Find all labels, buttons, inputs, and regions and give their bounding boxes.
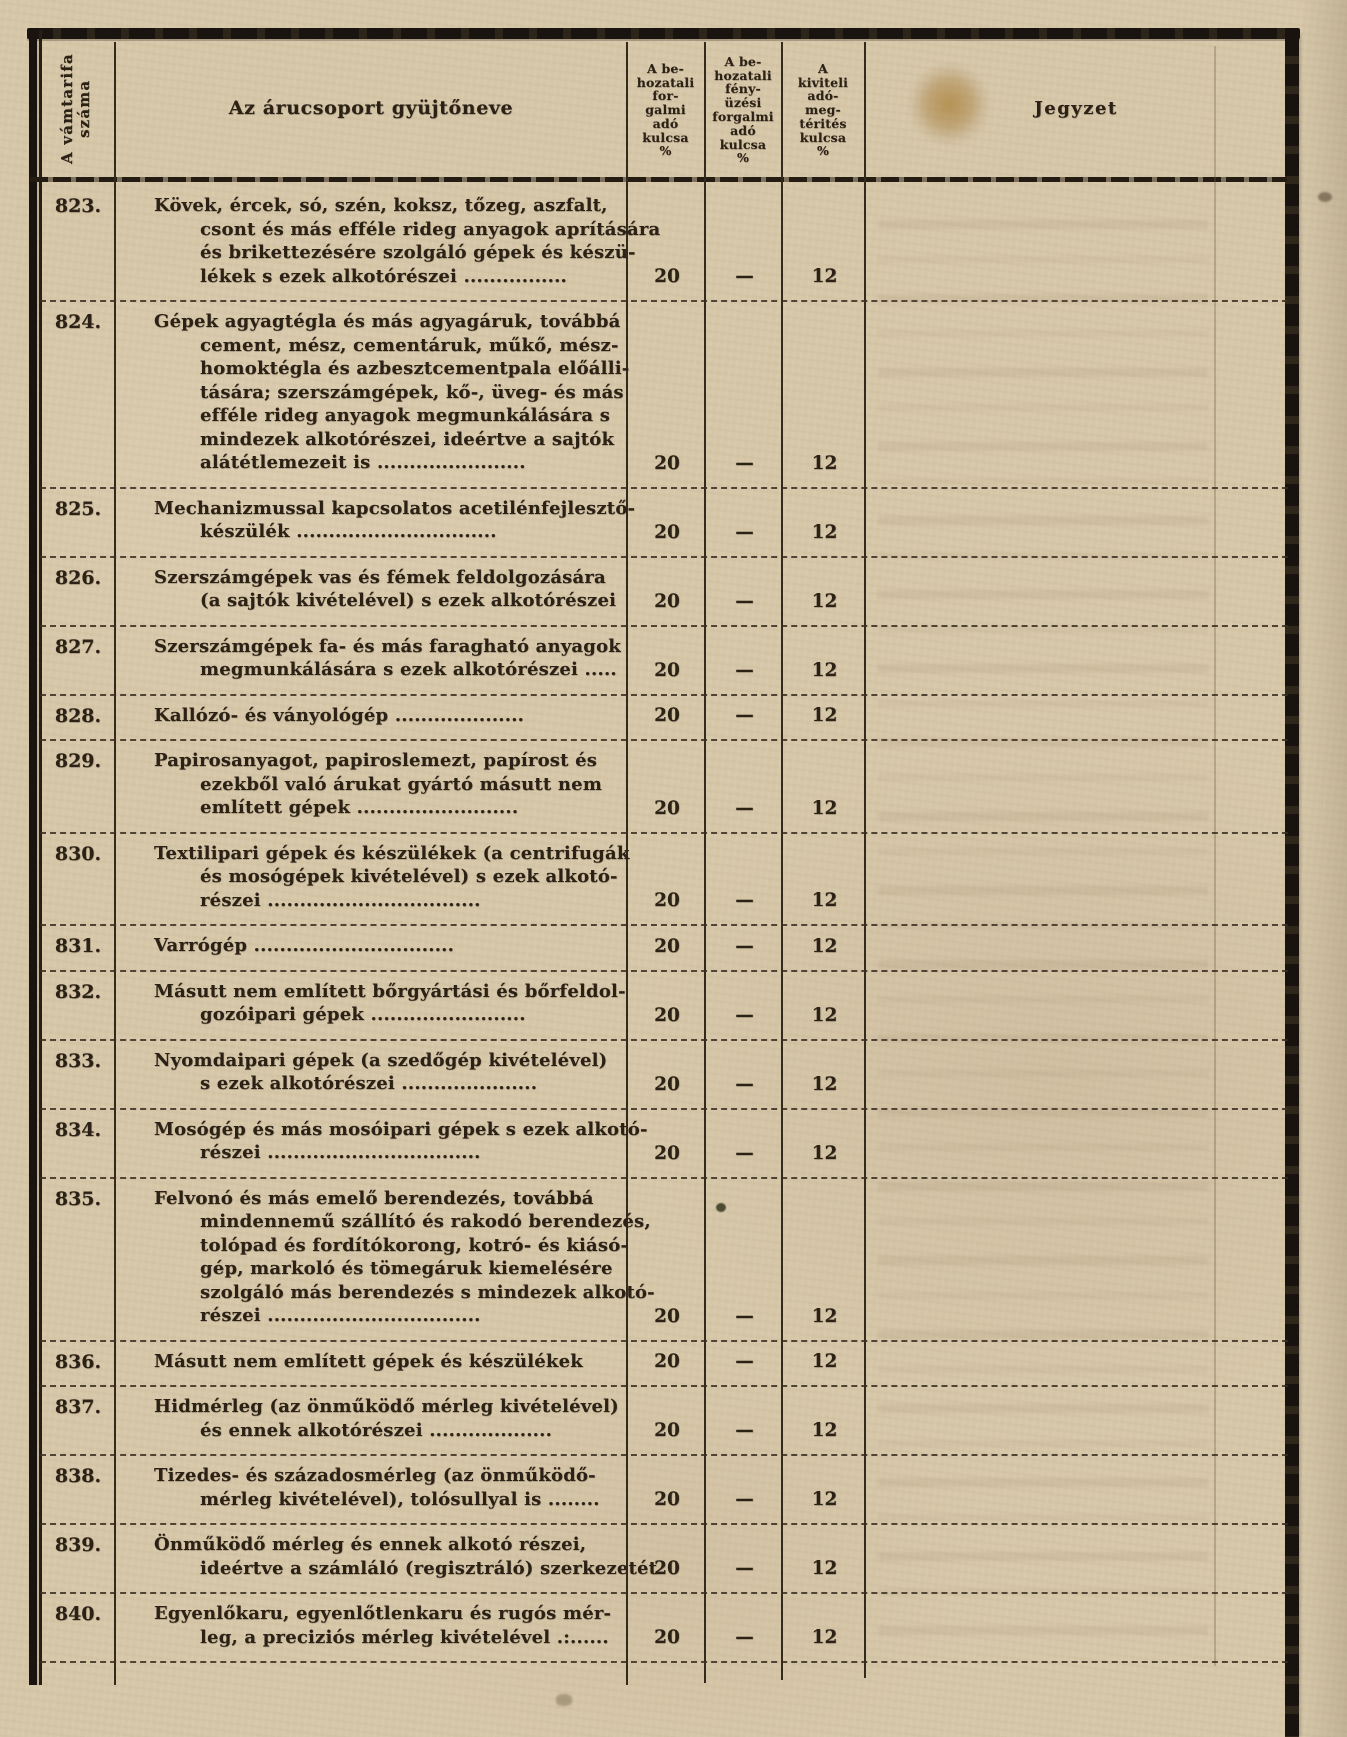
table-row — [40, 696, 1288, 742]
goods-description — [116, 1179, 655, 1340]
description-line: leg, a preciziós mérleg kivételével .:...... — [200, 1626, 609, 1648]
description-line: Felvonó és más emelő berendezés, továbbá — [154, 1187, 594, 1209]
description-line: Másutt nem említett bőrgyártási és bőrfeldol- — [154, 980, 626, 1002]
header-line: % — [736, 150, 750, 166]
note-cell — [866, 186, 1288, 300]
export-refund-value: 12 — [811, 1627, 838, 1648]
description-line: cement, mész, cementáruk, műkő, mész- — [200, 334, 619, 356]
luxury-tax-value: — — [735, 1489, 754, 1510]
tariff-number: 835. — [54, 1187, 102, 1210]
description-line: Varrógép ............................... — [154, 935, 455, 956]
export-refund-value: 12 — [811, 521, 838, 543]
header-line: kulcsa — [799, 129, 847, 145]
table-row — [40, 1110, 1288, 1179]
goods-description — [116, 1387, 628, 1454]
note-cell — [866, 1594, 1288, 1661]
luxury-tax-value: — — [735, 890, 754, 911]
goods-description — [116, 926, 628, 970]
table-row — [40, 1179, 1288, 1342]
tariff-number: 828. — [54, 704, 102, 727]
header-tariff-number — [44, 42, 114, 176]
note-cell — [866, 558, 1288, 625]
luxury-tax-value: — — [735, 1004, 754, 1026]
paper-speck — [556, 1694, 572, 1706]
header-line: hozatali — [636, 74, 695, 90]
table-row — [40, 741, 1288, 834]
ink-spot — [716, 1203, 726, 1212]
description-line: Szerszámgépek vas és fémek feldolgozására — [154, 566, 606, 588]
import-tax-value: 20 — [654, 452, 680, 474]
tariff-number: 823. — [54, 195, 102, 217]
header-line: meg- — [805, 102, 841, 118]
description-line: és ennek alkotórészei ................... — [200, 1419, 553, 1441]
table-body — [40, 186, 1288, 1663]
import-tax-value: 20 — [654, 1073, 680, 1095]
export-refund-value: 12 — [811, 1558, 838, 1579]
description-line: Másutt nem említett gépek és készülékek — [154, 1350, 583, 1372]
description-line: s ezek alkotórészei ..................... — [200, 1073, 538, 1094]
description-line: Szerszámgépek fa- és más faragható anyagok — [154, 635, 621, 657]
goods-description — [116, 1110, 648, 1177]
goods-description — [116, 1456, 628, 1523]
header-line: adó — [730, 122, 756, 138]
luxury-tax-value: — — [735, 659, 754, 681]
table-row — [40, 186, 1288, 302]
export-refund-value: 12 — [811, 452, 838, 474]
export-refund-value: 12 — [811, 1420, 838, 1441]
import-tax-value: 20 — [654, 590, 680, 612]
export-refund-value: 12 — [811, 1305, 838, 1327]
description-line: megmunkálására s ezek alkotórészei ..... — [200, 659, 617, 680]
header-line: % — [659, 143, 672, 159]
table-row — [40, 972, 1288, 1041]
goods-description — [116, 1342, 628, 1386]
header-line: forgalmi — [712, 109, 774, 124]
description-line: mérleg kivételével), tolósullyal is ........ — [200, 1488, 600, 1510]
luxury-tax-value: — — [735, 705, 754, 726]
note-cell — [866, 627, 1288, 694]
luxury-tax-value: — — [735, 1305, 754, 1327]
tariff-number: 837. — [54, 1396, 102, 1418]
description-line: efféle rideg anyagok megmunkálására s — [200, 405, 611, 426]
note-cell — [866, 696, 1288, 740]
export-refund-value: 12 — [811, 1142, 838, 1164]
export-refund-value: 12 — [811, 705, 838, 726]
header-line: galmi — [645, 102, 686, 118]
note-cell — [866, 1342, 1288, 1386]
description-line: mindennemű szállító és rakodó berendezés, — [200, 1211, 651, 1232]
table-row — [40, 1041, 1288, 1110]
description-line: Mosógép és más mosóipari gépek s ezek alkotó- — [154, 1118, 648, 1140]
header-export-refund — [782, 44, 864, 176]
tariff-number: 839. — [54, 1534, 102, 1556]
header-line: A — [818, 60, 828, 76]
goods-description — [116, 972, 628, 1039]
import-tax-value: 20 — [654, 935, 680, 957]
tariff-number: 833. — [54, 1049, 102, 1072]
export-refund-value: 12 — [811, 935, 838, 957]
tariff-number: 829. — [54, 750, 102, 772]
luxury-tax-value: — — [735, 1420, 754, 1441]
header-line: kulcsa — [642, 129, 689, 145]
goods-description — [116, 1525, 658, 1592]
tariff-number: 824. — [54, 311, 102, 333]
description-line: homoktégla és azbesztcementpala előálli- — [200, 358, 630, 379]
header-line: adó — [652, 115, 679, 131]
import-tax-value: 20 — [654, 1305, 680, 1327]
goods-description — [116, 1041, 628, 1108]
description-line: Mechanizmussal kapcsolatos acetilénfejlesztő- — [154, 497, 636, 519]
header-line: üzési — [724, 95, 762, 111]
luxury-tax-value: — — [735, 521, 754, 543]
import-tax-value: 20 — [654, 1558, 680, 1579]
description-line: Tizedes- és századosmérleg (az önműködő- — [154, 1465, 596, 1486]
import-tax-value: 20 — [654, 521, 680, 543]
export-refund-value: 12 — [811, 890, 838, 911]
note-cell — [866, 1456, 1288, 1523]
export-refund-value: 12 — [811, 1073, 838, 1095]
luxury-tax-value: — — [735, 590, 754, 612]
table-top-border — [27, 28, 1300, 39]
import-tax-value: 20 — [654, 1004, 680, 1026]
page-edge-shading — [1299, 0, 1347, 1737]
export-refund-value: 12 — [811, 266, 838, 287]
table-row — [40, 302, 1288, 489]
table-row — [40, 1594, 1288, 1663]
description-line: gozóipari gépek ........................ — [200, 1004, 526, 1025]
description-line: Kövek, ércek, só, szén, koksz, tőzeg, aszfalt, — [154, 195, 608, 216]
tariff-number: 827. — [54, 635, 102, 658]
description-line: Papirosanyagot, papiroslemezt, papírost és — [154, 750, 598, 771]
import-tax-value: 20 — [654, 266, 680, 287]
goods-description — [116, 627, 628, 694]
luxury-tax-value: — — [735, 797, 754, 819]
note-cell — [866, 1387, 1288, 1454]
import-tax-value: 20 — [654, 1627, 680, 1648]
description-line: részei ................................. — [200, 889, 481, 911]
header-line: A be- — [724, 53, 762, 69]
description-line: ezekből való árukat gyártó másutt nem — [200, 773, 603, 795]
header-line: A be- — [647, 60, 684, 76]
export-refund-value: 12 — [811, 1004, 838, 1026]
import-tax-value: 20 — [654, 1351, 680, 1372]
note-cell — [866, 302, 1288, 487]
description-line: részei ................................. — [200, 1305, 481, 1326]
description-line: szolgáló más berendezés s mindezek alkotó- — [200, 1281, 655, 1303]
luxury-tax-value: — — [735, 935, 754, 957]
export-refund-value: 12 — [811, 1489, 838, 1510]
header-line: kiviteli — [797, 74, 849, 90]
description-line: készülék ............................... — [200, 521, 497, 542]
description-line: Önműködő mérleg és ennek alkotó részei, — [154, 1534, 587, 1555]
header-line: for- — [652, 88, 679, 104]
header-luxury-tax — [705, 44, 781, 176]
header-line: térités — [799, 115, 847, 131]
note-cell — [866, 972, 1288, 1039]
note-cell — [866, 741, 1288, 832]
luxury-tax-value: — — [735, 266, 754, 287]
import-tax-value: 20 — [654, 1420, 680, 1441]
description-line: ideértve a számláló (regisztráló) szerkezetét — [200, 1557, 658, 1579]
note-cell — [866, 834, 1288, 925]
luxury-tax-value: — — [735, 452, 754, 474]
description-line: Nyomdaipari gépek (a szedőgép kivételével) — [154, 1049, 608, 1071]
note-cell — [866, 1525, 1288, 1592]
header-note: Jegyzet — [1034, 97, 1118, 119]
tariff-number: 836. — [54, 1350, 102, 1373]
table-row — [40, 926, 1288, 972]
luxury-tax-value: — — [735, 1073, 754, 1095]
goods-description — [116, 834, 628, 925]
header-line: adó- — [807, 88, 839, 104]
note-cell — [866, 489, 1288, 556]
goods-description — [116, 558, 628, 625]
luxury-tax-value: — — [735, 1627, 754, 1648]
table-row — [40, 1525, 1288, 1594]
table-row — [40, 1456, 1288, 1525]
description-line: tására; szerszámgépek, kő-, üveg- és más — [200, 381, 624, 403]
description-line: Gépek agyagtégla és más agyagáruk, továbbá — [154, 311, 621, 332]
description-line: Textilipari gépek és készülékek (a centrifugák — [154, 842, 630, 864]
export-refund-value: 12 — [811, 1351, 838, 1372]
description-line: és brikettezésére szolgáló gépek és készü- — [200, 242, 636, 263]
description-line: gép, markoló és tömegáruk kiemelésére — [200, 1258, 613, 1279]
note-cell — [866, 1041, 1288, 1108]
description-line: és mosógépek kivételével) s ezek alkotó- — [200, 866, 618, 887]
tariff-number: 826. — [54, 566, 102, 589]
tariff-number-column-header: A vámtarifa száma — [58, 53, 93, 165]
header-import-tax — [627, 44, 704, 176]
luxury-tax-value: — — [735, 1558, 754, 1579]
luxury-tax-value: — — [735, 1351, 754, 1372]
description-line: alátétlemezeit is ....................... — [200, 452, 526, 473]
description-line: Hidmérleg (az önműködő mérleg kivételével) — [154, 1396, 619, 1417]
goods-description — [116, 741, 628, 832]
note-cell — [866, 1179, 1288, 1340]
header-line: hozatali — [714, 67, 772, 83]
description-line: említett gépek ......................... — [200, 797, 519, 818]
tariff-number: 830. — [54, 842, 102, 865]
description-line: Egyenlőkaru, egyenlőtlenkaru és rugós mér- — [154, 1603, 612, 1624]
description-line: lékek s ezek alkotórészei ................ — [200, 265, 568, 287]
description-line: (a sajtók kivételével) s ezek alkotórészei — [200, 590, 617, 611]
export-refund-value: 12 — [811, 659, 838, 681]
header-line: fény- — [725, 81, 761, 97]
goods-description — [116, 489, 636, 556]
tariff-number: 832. — [54, 980, 102, 1003]
table-row — [40, 558, 1288, 627]
header-line: kulcsa — [719, 136, 767, 152]
description-line: tolópad és fordítókorong, kotró- és kiásó- — [200, 1234, 629, 1256]
header-goods-group: Az árucsoport gyüjtőneve — [228, 97, 514, 119]
tariff-number: 840. — [54, 1603, 102, 1625]
note-cell — [866, 1110, 1288, 1177]
import-tax-value: 20 — [654, 705, 680, 726]
table-row — [40, 1342, 1288, 1388]
tariff-number: 834. — [54, 1118, 102, 1141]
table-row — [40, 627, 1288, 696]
import-tax-value: 20 — [654, 797, 680, 819]
table-row — [40, 1387, 1288, 1456]
export-refund-value: 12 — [811, 590, 838, 612]
import-tax-value: 20 — [654, 1489, 680, 1510]
header-line: % — [816, 143, 830, 159]
description-line: mindezek alkotórészei, ideértve a sajtók — [200, 428, 615, 450]
goods-description — [116, 186, 661, 300]
goods-description — [116, 696, 628, 740]
goods-description — [116, 302, 628, 487]
goods-description — [116, 1594, 628, 1661]
description-line: csont és más efféle rideg anyagok aprítására — [200, 218, 661, 240]
description-line: részei ................................. — [200, 1142, 481, 1163]
import-tax-value: 20 — [654, 890, 680, 911]
tariff-number: 831. — [54, 935, 102, 957]
luxury-tax-value: — — [735, 1142, 754, 1164]
table-row — [40, 834, 1288, 927]
tariff-number: 838. — [54, 1465, 102, 1487]
export-refund-value: 12 — [811, 797, 838, 819]
brown-stain — [908, 62, 990, 146]
description-line: Kallózó- és ványológép .................... — [154, 704, 525, 726]
header-bottom-rule — [30, 177, 1287, 182]
import-tax-value: 20 — [654, 659, 680, 681]
import-tax-value: 20 — [654, 1142, 680, 1164]
note-cell — [866, 926, 1288, 970]
tariff-number: 825. — [54, 497, 102, 520]
table-row — [40, 489, 1288, 558]
